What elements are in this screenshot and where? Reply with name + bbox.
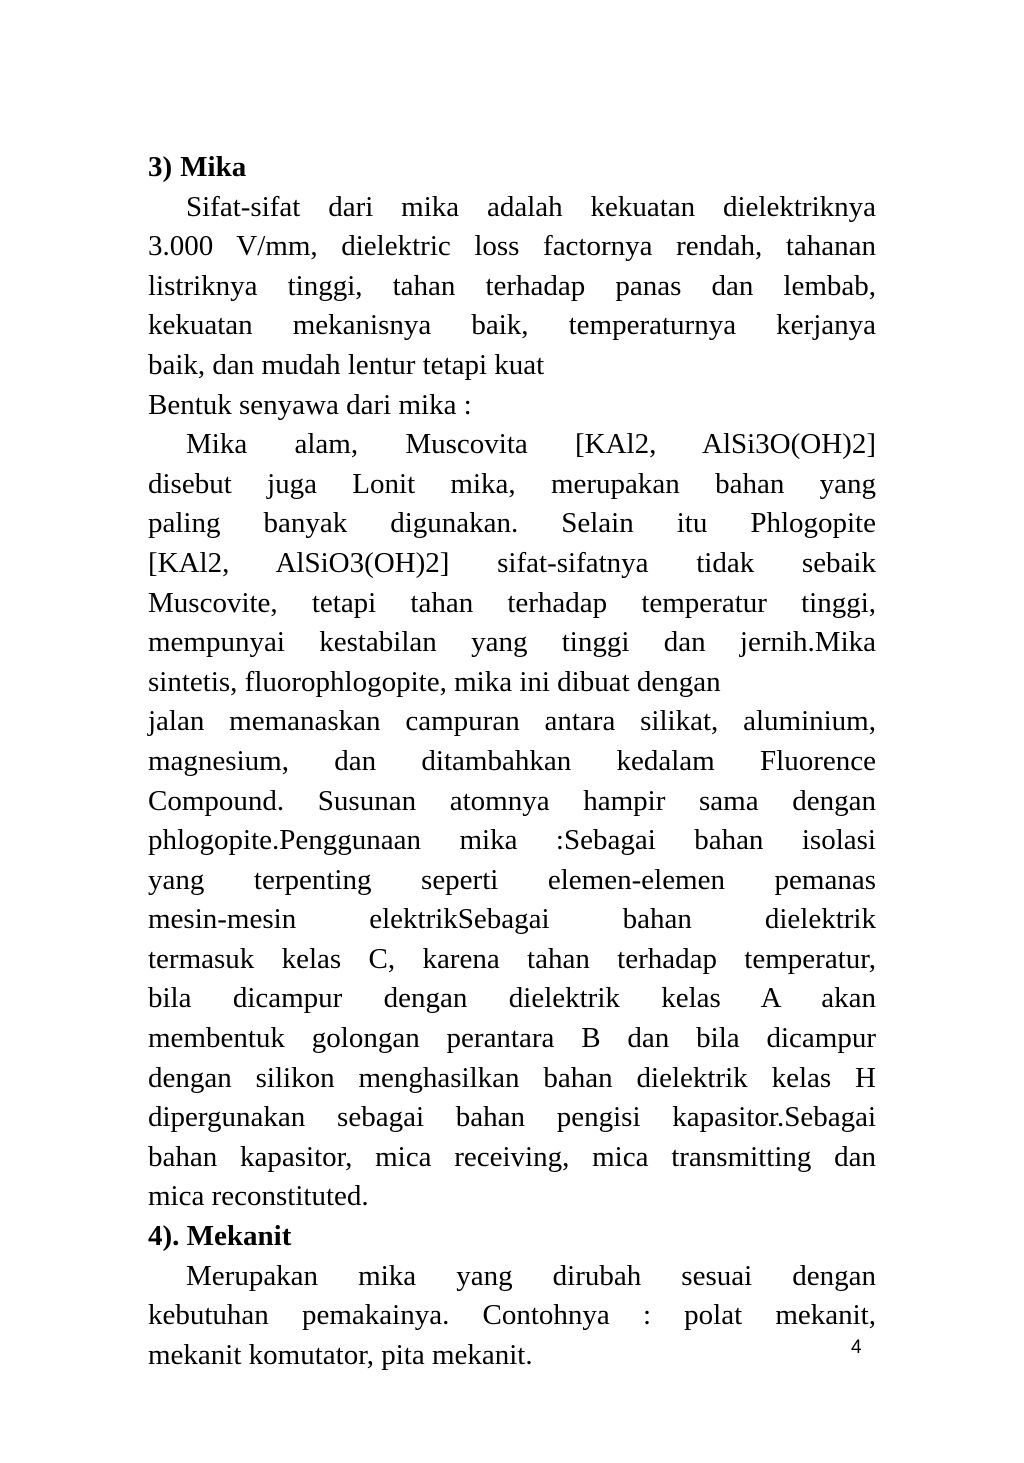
mekanit-paragraph [148,1257,876,1376]
text-line: Sifat-sifat dari mika adalah kekuatan dielektriknya [186,190,876,223]
text-line: Merupakan mika yang dirubah sesuai dengan [186,1259,876,1292]
mika-properties-paragraph [148,188,876,386]
text-line: mempunyai kestabilan yang tinggi dan jernih.Mika [148,626,876,659]
text-line: mekanit komutator, pita mekanit. [148,1338,533,1371]
text-line: sintetis, fluorophlogopite, mika ini dibuat dengan [148,665,721,698]
section-title: 4). Mekanit [148,1220,292,1253]
section-heading-mekanit [148,1217,876,1257]
text-line: Compound. Susunan atomnya hampir sama dengan [148,784,876,817]
section-heading-mika [148,148,876,188]
text-line: listriknya tinggi, tahan terhadap panas dan lembab, [148,269,876,302]
page-number: 4 [851,1337,862,1358]
text-line: 3.000 V/mm, dielektric loss factornya rendah, tahanan [148,230,876,263]
text-line: dipergunakan sebagai bahan pengisi kapasitor.Sebagai [148,1101,876,1134]
text-line: baik, dan mudah lentur tetapi kuat [148,348,545,381]
text-line: kekuatan mekanisnya baik, temperaturnya kerjanya [148,309,876,342]
text-line: phlogopite.Penggunaan mika :Sebagai bahan isolasi [148,824,876,857]
text-line: Mika alam, Muscovita [KAl2, AlSi3O(OH)2] [186,428,876,461]
text-line: termasuk kelas C, karena tahan terhadap temperatur, [148,942,876,975]
text-line: mica reconstituted. [148,1180,369,1213]
text-line: membentuk golongan perantara B dan bila dicampur [148,1022,876,1055]
document-page [148,148,876,1375]
text-line: jalan memanaskan campuran antara silikat, aluminium, [148,705,876,738]
text-line: disebut juga Lonit mika, merupakan bahan yang [148,467,876,500]
text-line: mesin-mesin elektrikSebagai bahan dielektrik [148,903,876,936]
text-line: bahan kapasitor, mica receiving, mica transmitting dan [148,1140,876,1173]
section-number: 3) [148,151,173,183]
text-line: [KAl2, AlSiO3(OH)2] sifat-sifatnya tidak sebaik [148,546,876,579]
text-line: magnesium, dan ditambahkan kedalam Fluorence [148,744,876,777]
mika-compound-paragraph [148,425,876,1217]
text-line: paling banyak digunakan. Selain itu Phlogopite [148,507,876,540]
text-line: Muscovite, tetapi tahan terhadap temperatur tinggi, [148,586,876,619]
text-line: kebutuhan pemakainya. Contohnya : polat mekanit, [148,1299,876,1332]
compound-label [148,386,876,426]
text-line: Bentuk senyawa dari mika : [148,388,472,421]
text-line: dengan silikon menghasilkan bahan dielektrik kelas H [148,1061,876,1094]
text-line: yang terpenting seperti elemen-elemen pemanas [148,863,876,896]
section-title: Mika [180,151,247,183]
text-line: bila dicampur dengan dielektrik kelas A akan [148,982,876,1015]
